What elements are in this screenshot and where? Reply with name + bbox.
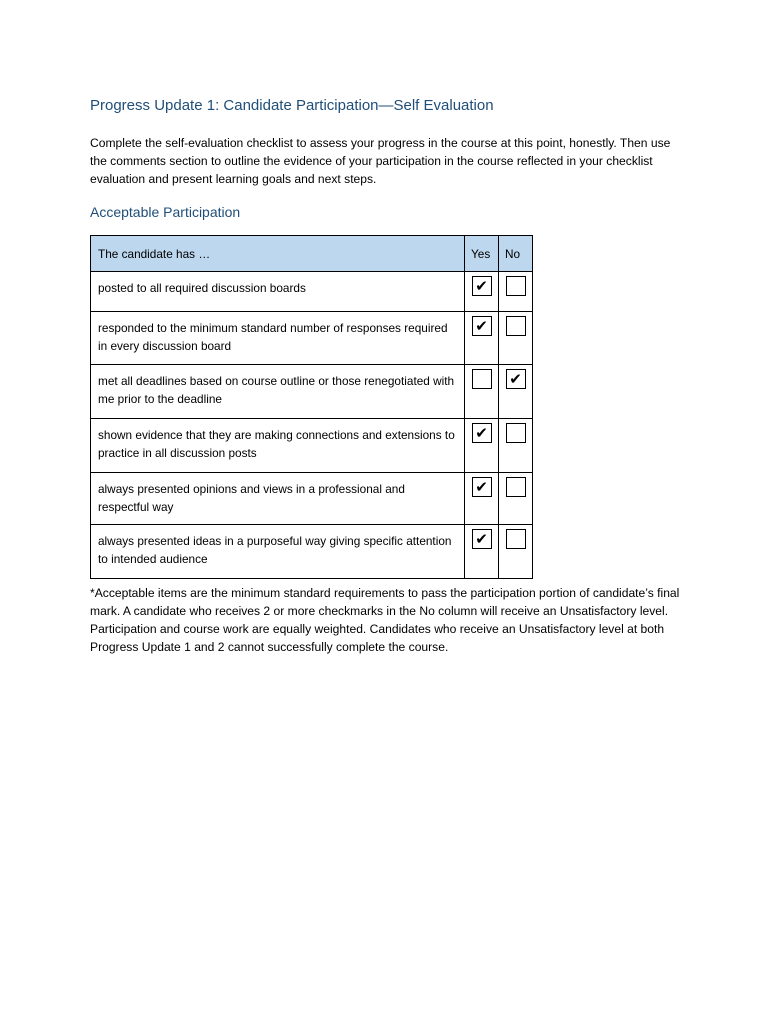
row-statement: shown evidence that they are making connections and extensions to practice in all discussion posts [91,419,465,473]
intro-paragraph: Complete the self-evaluation checklist to assess your progress in the course at this point, honestly. Then use the comments section to outline the evidence of your participation in the course reflected in your checklist evaluation and present learning goals and next steps. [90,136,671,186]
no-checkbox[interactable] [506,529,526,549]
header-statement: The candidate has … [91,236,465,272]
table-header-row [91,236,533,272]
row-statement: posted to all required discussion boards [91,272,465,312]
footnote: *Acceptable items are the minimum standard requirements to pass the participation portion of candidate’s final mark. A candidate who receives 2 or more checkmarks in the No column will receive an Unsatisfactory level. Participation and course work are equally weighted. Candidates who receive an Unsatisfactory level at both Progress Update 1 and 2 cannot successfully complete the course. [90,586,680,654]
yes-checkbox[interactable]: ✔ [472,276,492,296]
participation-checklist-table [90,235,533,579]
header-no: No [499,236,533,272]
yes-checkbox[interactable]: ✔ [472,477,492,497]
no-checkbox[interactable] [506,316,526,336]
row-statement: responded to the minimum standard number of responses required in every discussion board [91,312,465,365]
page-title: Progress Update 1: Candidate Participation—Self Evaluation [90,97,494,114]
table-row [91,312,533,365]
table-row [91,272,533,312]
table-row [91,419,533,473]
yes-checkbox[interactable]: ✔ [472,316,492,336]
no-checkbox[interactable]: ✔ [506,369,526,389]
row-statement: met all deadlines based on course outline or those renegotiated with me prior to the deadline [91,365,465,419]
no-checkbox[interactable] [506,276,526,296]
yes-checkbox[interactable]: ✔ [472,529,492,549]
header-yes: Yes [465,236,499,272]
yes-checkbox[interactable] [472,369,492,389]
yes-checkbox[interactable]: ✔ [472,423,492,443]
table-row [91,525,533,579]
section-heading: Acceptable Participation [90,204,241,220]
row-statement: always presented opinions and views in a professional and respectful way [91,473,465,525]
table-row [91,473,533,525]
row-statement: always presented ideas in a purposeful way giving specific attention to intended audience [91,525,465,579]
table-row [91,365,533,419]
no-checkbox[interactable] [506,423,526,443]
no-checkbox[interactable] [506,477,526,497]
